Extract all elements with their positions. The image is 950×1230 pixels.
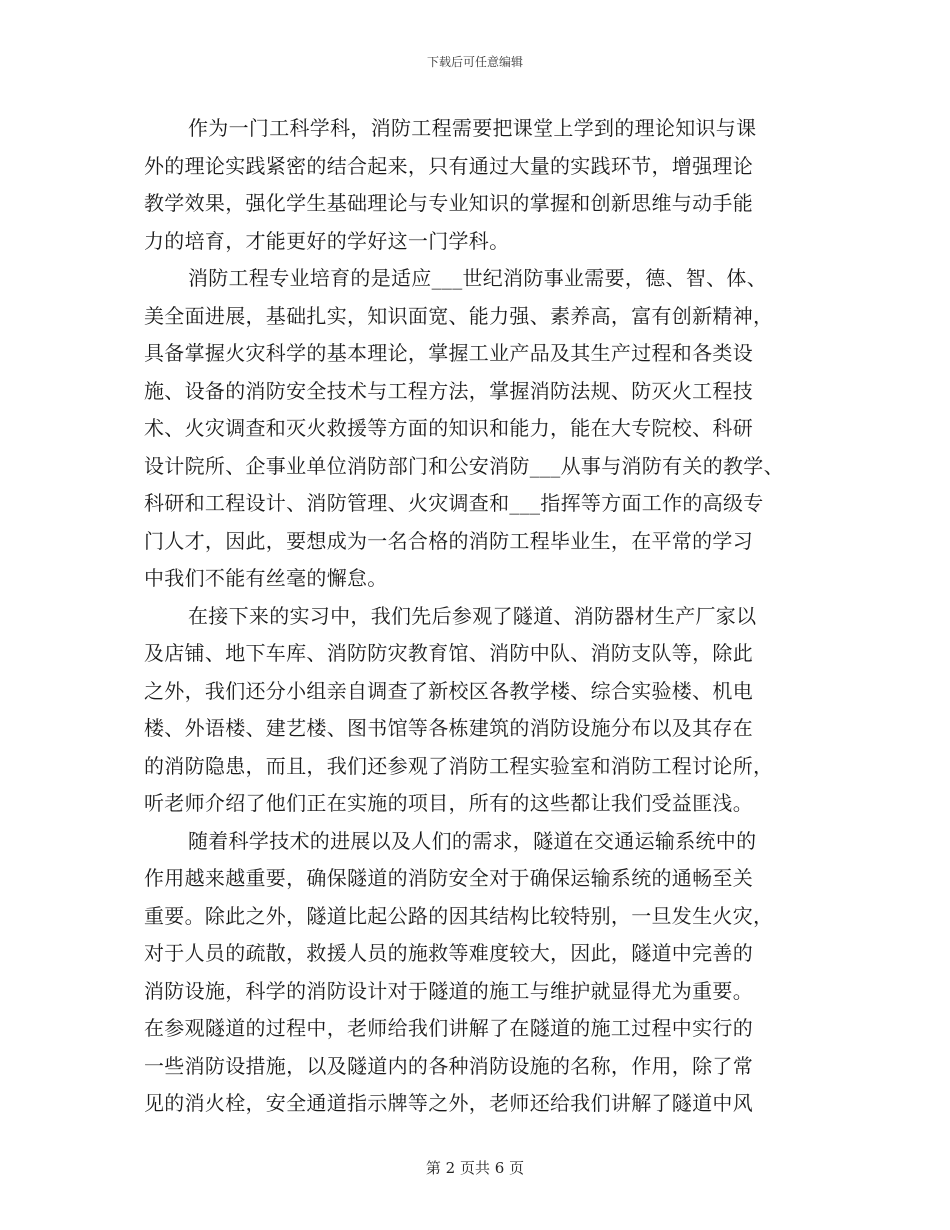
text-line: 术、火灾调查和灭火救援等方面的知识和能力，能在大专院校、科研: [144, 416, 753, 440]
text-line: 作为一门工科学科，消防工程需要把课堂上学到的理论知识与课: [188, 116, 757, 140]
text-line: 一些消防设措施，以及隧道内的各种消防设施的名称，作用，除了常: [144, 1053, 753, 1078]
text-line: 在接下来的实习中，我们先后参观了隧道、消防器材生产厂家以: [188, 603, 757, 628]
text-line: 中我们不能有丝毫的懈怠。: [144, 566, 388, 590]
text-line: 美全面进展，基础扎实，知识面宽、能力强、素养高，富有创新精神，: [144, 303, 774, 328]
text-line: 及店铺、地下车库、消防防灾教育馆、消防中队、消防支队等，除此: [144, 641, 753, 665]
text-line: 之外，我们还分小组亲自调查了新校区各教学楼、综合实验楼、机电: [144, 678, 753, 703]
text-line: 对于人员的疏散，救援人员的施救等难度较大，因此，隧道中完善的: [144, 941, 753, 965]
text-line: 消防设施，科学的消防设计对于隧道的施工与维护就显得尤为重要。: [144, 978, 753, 1003]
text-line: 重要。除此之外，隧道比起公路的因其结构比较特别，一旦发生火灾，: [144, 903, 774, 928]
text-line: 外的理论实践紧密的结合起来，只有通过大量的实践环节，增强理论: [144, 153, 753, 178]
text-line: 听老师介绍了他们正在实施的项目，所有的这些都让我们受益匪浅。: [144, 791, 753, 815]
text-line: 科研和工程设计、消防管理、火灾调查和___指挥等方面工作的高级专: [144, 491, 764, 515]
text-line: 楼、外语楼、建艺楼、图书馆等各栋建筑的消防设施分布以及其存在: [144, 716, 753, 740]
text-line: 的消防隐患，而且，我们还参观了消防工程实验室和消防工程讨论所，: [144, 753, 774, 778]
text-line: 见的消火栓，安全通道指示牌等之外，老师还给我们讲解了隧道中风: [144, 1091, 753, 1115]
page-header: 下载后可任意编辑: [426, 55, 523, 69]
text-line: 力的培育，才能更好的学好这一门学科。: [144, 228, 510, 253]
text-line: 设计院所、企事业单位消防部门和公安消防___从事与消防有关的教学、: [144, 453, 784, 478]
text-line: 随着科学技术的进展以及人们的需求，隧道在交通运输系统中的: [188, 828, 757, 853]
text-line: 门人才，因此，要想成为一名合格的消防工程毕业生，在平常的学习: [144, 528, 753, 553]
text-line: 消防工程专业培育的是适应___世纪消防事业需要，德、智、体、: [188, 266, 767, 290]
text-line: 具备掌握火灾科学的基本理论，掌握工业产品及其生产过程和各类设: [144, 341, 753, 365]
text-line: 施、设备的消防安全技术与工程方法，掌握消防法规、防灭火工程技: [144, 378, 753, 403]
text-line: 教学效果，强化学生基础理论与专业知识的掌握和创新思维与动手能: [144, 191, 753, 215]
document-body: [144, 110, 814, 1123]
page-number: 第 2 页共 6 页: [425, 1159, 525, 1177]
text-line: 作用越来越重要，确保隧道的消防安全对于确保运输系统的通畅至关: [144, 866, 753, 890]
text-line: 在参观隧道的过程中，老师给我们讲解了在隧道的施工过程中实行的: [144, 1016, 753, 1040]
